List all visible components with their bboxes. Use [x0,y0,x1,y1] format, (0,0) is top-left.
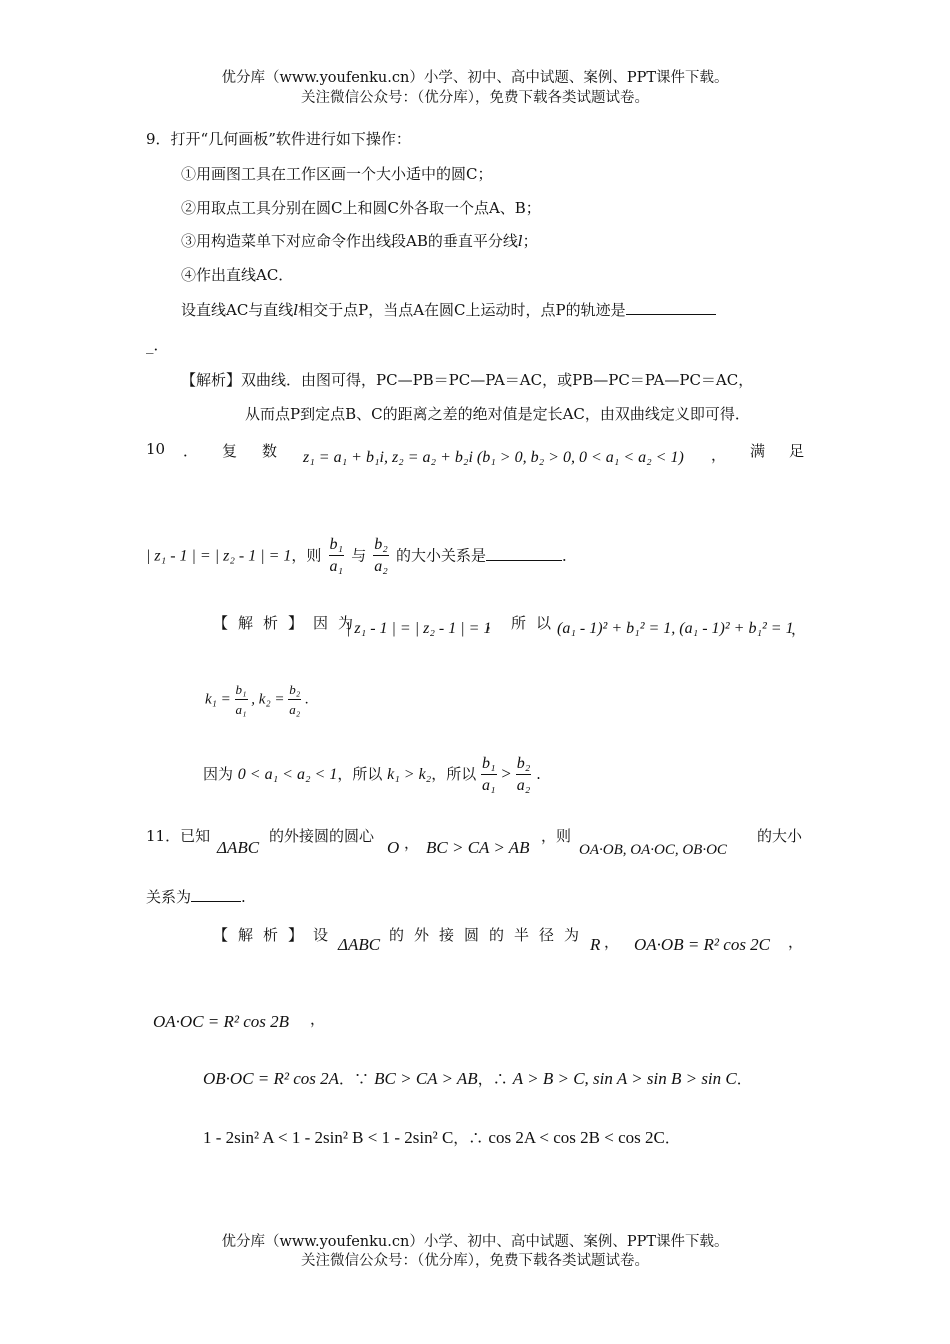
q9-step-3: ③用构造菜单下对应命令作出线段AB的垂直平分线l； [181,232,538,250]
q10-number: 10 [146,440,166,458]
q10-word-1: 复 [222,442,238,460]
q11-dot-products: OA·OB, OA·OC, OB·OC [579,842,727,858]
q11-triangle: ΔABC [217,838,260,857]
q10-solution-label: 【解析】因为 [213,614,364,632]
q11-solution-text: 的外接圆的半径为 [389,926,590,944]
q10-solution-abs: | z₁ - 1 | = | z₂ - 1 | = 1 [346,620,492,637]
q10-solution-equations: (a₁ - 1)² + b₁² = 1, (a₁ - 1)² + b₁² = 1 [557,620,794,637]
footer-line-2: 关注微信公众号：（优分库），免费下载各类试题试卷。 [301,1253,649,1269]
q11-number: 11．已知 [146,827,211,845]
q9-step-4: ④作出直线AC． [181,266,294,284]
header-line-2: 关注微信公众号：（优分库），免费下载各类试题试卷。 [301,90,649,106]
q9-analysis-1: 【解析】双曲线．由图可得，PC—PB＝PC—PA＝AC，或PB—PC＝PA—PC＝AC， [181,371,754,389]
q11-equation-2: OA·OC = R² cos 2B [153,1012,290,1031]
q11-comma-1: ， [404,834,420,852]
q11-text-1: 的外接圆的圆心 [269,827,375,845]
q10-fraction-b1-a1: $\frac{\text{b₁}}{\text{a₁}}$ [329,536,344,575]
q11-line-equation-6: 1 - 2sin² A < 1 - 2sin² B < 1 - 2sin² C，∴ cos 2A < cos 2B < cos 2C． [203,1128,680,1147]
q10-comma: ， [711,446,727,464]
q9-question-end: _． [146,336,169,354]
q11-comma-3: ， [604,933,620,951]
footer-line-1: 优分库（www.youfenku.cn）小学、初中、高中试题、案例、PPT课件下载。 [221,1234,729,1250]
q11-circumcenter-O: O [387,838,400,857]
q10-abs-condition: | z₁ - 1 | = | z₂ - 1 | = 1 [146,547,292,565]
q10-k-definitions: k₁ = $\frac{\text{b₁}}{\text{a₁}}$ , k₂ = $\frac{\text{b₂}}{\text{a₂}}$ . [205,682,309,717]
q11-solution-triangle: ΔABC [338,935,381,954]
q9-title: 9．打开“几何画板”软件进行如下操作： [146,130,411,148]
q10-dot: ． [183,442,199,460]
q10-final: 因为 0 < a₁ < a₂ < 1，所以 k₁ > k₂，所以 $\frac{\text{b₁}}{\text{a₁}}$ > $\frac{\text{b₂}}{\text{a₂}}$ . [203,755,541,794]
q11-equation-1: OA·OB = R² cos 2C [634,935,771,954]
q9-step-1: ①用画图工具在工作区画一个大小适中的圆C； [181,165,493,183]
q10-solution-so: ，所以 [486,614,562,632]
q10-word-2: 数 [262,442,278,460]
q11-size-text: 的大小 [757,827,803,845]
q10-condition: z₁ = a₁ + b₁i, z₂ = a₂ + b₂i (b₁ > 0, b₂ > 0, 0 < a₁ < a₂ < 1) [303,449,684,466]
q11-line-equation-3: OB·OC = R² cos 2A．∵ BC > CA > AB，∴ A > B > C, sin A > sin B > sin C． [203,1069,752,1088]
q11-comma-2: ，则 [541,827,572,845]
q11-solution-label: 【解析】设 [213,926,339,944]
q11-comma-5: ， [310,1010,326,1028]
q10-line-2: | z₁ - 1 | = | z₂ - 1 | = 1，则 $\frac{\text{b₁}}{\text{a₁}}$ 与 $\frac{\text{b₂}}{\text{a₂}}$ 的大小关系是 ． [146,536,577,575]
q9-step-2: ②用取点工具分别在圆C上和圆C外各取一个点A、B； [181,199,541,217]
q10-word-4: 足 [789,442,805,460]
q10-solution-comma: ， [791,620,807,638]
q9-analysis-2: 从而点P到定点B、C的距离之差的绝对值是定长AC，由双曲线定义即可得． [245,405,750,423]
q11-line-2: 关系为 . [146,888,246,906]
q10-fraction-b2-a2: $\frac{\text{b₂}}{\text{a₂}}$ [374,536,388,575]
q10-word-3: 满 [750,442,766,460]
q11-radius-R: R [590,935,601,954]
q9-question: 设直线AC与直线l相交于点P，当点A在圆C上运动时，点P的轨迹是 [181,299,716,320]
header-line-1: 优分库（www.youfenku.cn）小学、初中、高中试题、案例、PPT课件下载。 [221,70,729,86]
q11-comma-4: ， [788,933,804,951]
q11-side-order: BC > CA > AB [426,838,530,857]
